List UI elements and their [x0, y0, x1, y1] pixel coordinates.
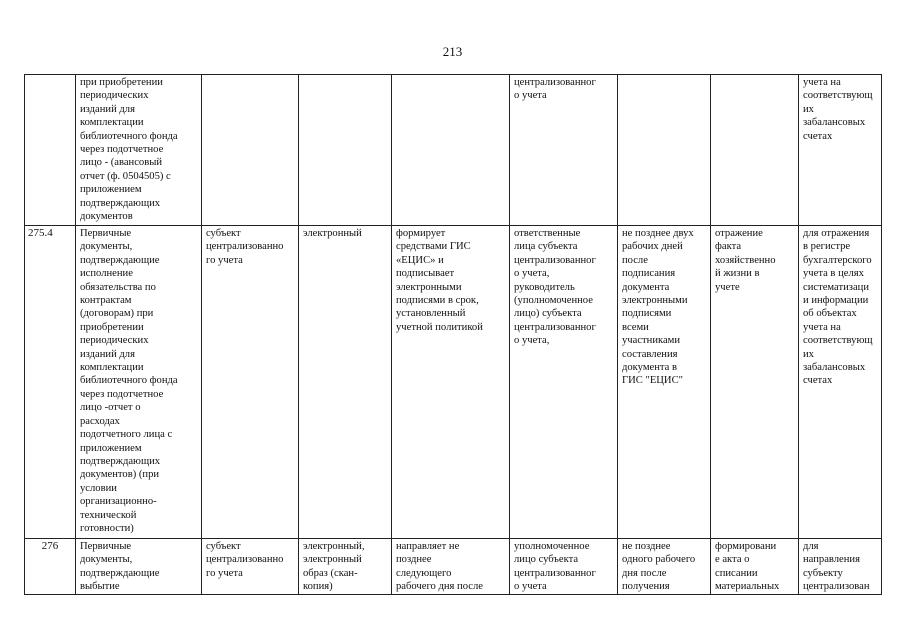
- deadline-cell: [618, 75, 711, 226]
- document-name-cell: Первичные документы, подтверждающие исполнение обязательства по контрактам (договорам) при приобретении периодических изданий для комплектации библиотечного фонда через подотчетное лицо -отчет о расходах подотчетного лица с приложением подтверждающих документов) (при условии организационно- технической готовности): [76, 226, 202, 539]
- row-number: [25, 75, 76, 226]
- responsible-cell: централизованног о учета: [510, 75, 618, 226]
- purpose-cell: учета на соответствующ их забалансовых счетах: [799, 75, 882, 226]
- form-cell: [299, 75, 392, 226]
- action-cell: направляет не позднее следующего рабочего дня после: [392, 539, 510, 595]
- creator-cell: субъект централизованно го учета: [202, 226, 299, 539]
- purpose-cell: для направления субъекту централизован: [799, 539, 882, 595]
- table-row: [25, 539, 882, 595]
- purpose-cell: для отражения в регистре бухгалтерского учета в целях систематизаци и информации об объектах учета на соответствующ их забалансовых счетах: [799, 226, 882, 539]
- row-number: 275.4: [25, 226, 76, 539]
- creator-cell: субъект централизованно го учета: [202, 539, 299, 595]
- creator-cell: [202, 75, 299, 226]
- recipient-cell: отражение факта хозяйственно й жизни в учете: [711, 226, 799, 539]
- responsible-cell: уполномоченное лицо субъекта централизованног о учета: [510, 539, 618, 595]
- document-table: [24, 74, 882, 595]
- table-row: [25, 75, 882, 226]
- deadline-cell: не позднее одного рабочего дня после получения: [618, 539, 711, 595]
- action-cell: [392, 75, 510, 226]
- deadline-cell: не позднее двух рабочих дней после подписания документа электронными подписями всеми участниками составления документа в ГИС "ЕЦИС": [618, 226, 711, 539]
- action-cell: формирует средствами ГИС «ЕЦИС» и подписывает электронными подписями в срок, установленный учетной политикой: [392, 226, 510, 539]
- document-name-cell: при приобретении периодических изданий для комплектации библиотечного фонда через подотчетное лицо - (авансовый отчет (ф. 0504505) с приложением подтверждающих документов: [76, 75, 202, 226]
- responsible-cell: ответственные лица субъекта централизованног о учета, руководитель (уполномоченное лицо) субъекта централизованног о учета,: [510, 226, 618, 539]
- row-number: 276: [25, 539, 76, 595]
- form-cell: электронный: [299, 226, 392, 539]
- page-number: 213: [442, 44, 463, 59]
- table-row: [25, 226, 882, 539]
- recipient-cell: формировани е акта о списании материальных: [711, 539, 799, 595]
- document-name-cell: Первичные документы, подтверждающие выбытие: [76, 539, 202, 595]
- form-cell: электронный, электронный образ (скан- копия): [299, 539, 392, 595]
- recipient-cell: [711, 75, 799, 226]
